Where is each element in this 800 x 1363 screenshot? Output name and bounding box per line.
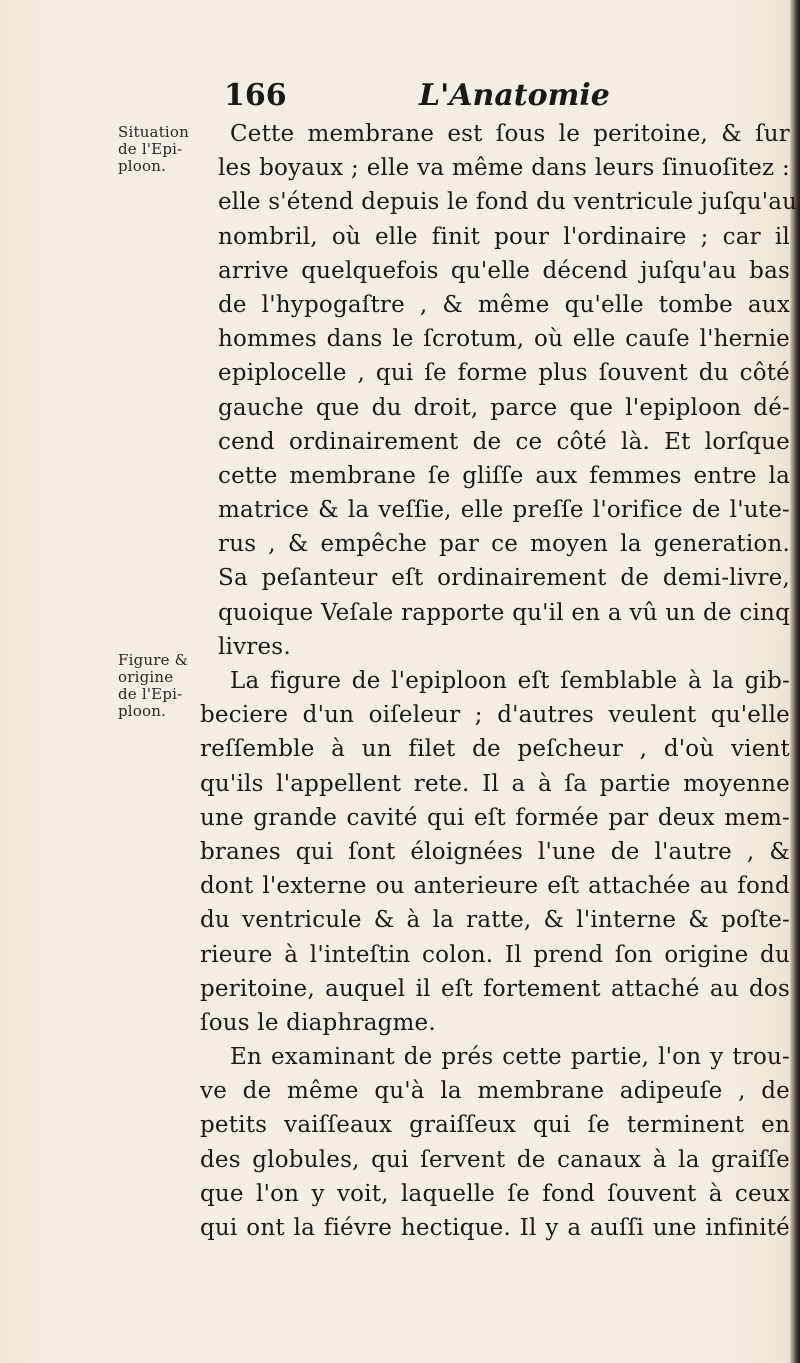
running-title: L'Anatomie: [419, 78, 610, 113]
text-line: nombril, où elle finit pour l'ordinaire ; car il: [218, 223, 790, 250]
text-line: ſous le diaphragme.: [200, 1009, 436, 1036]
text-line: peritoine, auquel il eſt fortement attaché au dos: [200, 975, 790, 1002]
text-line: arrive quelquefois qu'elle décend juſqu'au bas: [218, 257, 790, 284]
margin-note-line: ploon.: [118, 702, 167, 720]
page-number: 166: [224, 78, 287, 113]
text-line: rus , & empêche par ce moyen la generation.: [218, 531, 790, 558]
text-line: elle s'étend depuis le fond du ventricule juſqu'au: [218, 189, 798, 216]
margin-note-line: Situation: [118, 123, 190, 141]
margin-note-line: origine: [118, 668, 174, 686]
text-line: beciere d'un oiſeleur ; d'autres veulent qu'elle: [200, 702, 790, 729]
text-line: rieure à l'inteſtin colon. Il prend ſon origine du: [200, 941, 790, 968]
text-line: petits vaiſſeaux graiſſeux qui ſe terminent en: [200, 1112, 790, 1139]
text-line: de l'hypogaſtre , & même qu'elle tombe aux: [218, 291, 790, 318]
text-line: les boyaux ; elle va même dans leurs ſinuoſitez :: [218, 155, 790, 182]
text-line: epiplocelle , qui ſe forme plus ſouvent du côté: [218, 360, 790, 387]
text-line: cette membrane ſe gliſſe aux femmes entre la: [218, 462, 790, 489]
margin-note-line: ploon.: [118, 157, 167, 175]
text-line: qu'ils l'appellent rete. Il a à ſa partie moyenne: [200, 770, 790, 797]
text-line: ve de même qu'à la membrane adipeuſe , de: [200, 1078, 790, 1105]
margin-note-line: de l'Epi-: [118, 140, 183, 158]
text-line: du ventricule & à la ratte, & l'interne & poſte-: [200, 907, 790, 934]
page-header: [224, 78, 624, 118]
text-line: que l'on y voit, laquelle ſe fond ſouvent à ceux: [200, 1180, 790, 1207]
margin-note-figure: [118, 652, 210, 720]
text-line: une grande cavité qui eſt formée par deux mem-: [200, 804, 790, 831]
text-line: reſſemble à un filet de peſcheur , d'où vient: [200, 736, 790, 763]
margin-note-situation: [118, 124, 210, 175]
text-line: Sa peſanteur eſt ordinairement de demi-livre,: [218, 565, 790, 592]
text-line: quoique Veſale rapporte qu'il en a vû un de cinq: [218, 599, 790, 626]
body-text: [200, 117, 798, 1245]
text-line: gauche que du droit, parce que l'epiploon dé-: [218, 394, 790, 421]
text-line: En examinant de prés cette partie, l'on y trou-: [230, 1044, 790, 1071]
text-line: Cette membrane est ſous le peritoine, & ſur: [230, 121, 790, 147]
text-line: qui ont la fiévre hectique. Il y a auſſi une infinité: [200, 1215, 790, 1241]
text-line: hommes dans le ſcrotum, où elle cauſe l'hernie: [218, 326, 790, 353]
margin-note-line: de l'Epi-: [118, 685, 183, 703]
text-line: matrice & la veſſie, elle preſſe l'orifice de l'ute-: [218, 497, 790, 524]
text-line: livres.: [218, 633, 291, 660]
margin-note-line: Figure &: [118, 651, 189, 669]
text-line: La figure de l'epiploon eſt ſemblable à la gib-: [230, 668, 790, 694]
text-line: dont l'externe ou anterieure eſt attachée au fond: [200, 873, 790, 900]
text-line: des globules, qui ſervent de canaux à la graiſſe: [200, 1146, 790, 1173]
text-line: branes qui ſont éloignées l'une de l'autre , &: [200, 838, 790, 865]
text-line: cend ordinairement de ce côté là. Et lorſque: [218, 428, 790, 455]
